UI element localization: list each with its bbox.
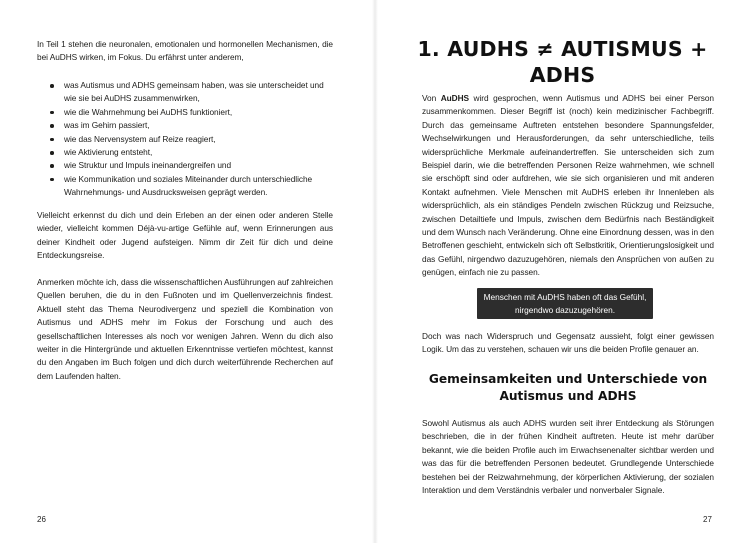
paragraph: Sowohl Autismus als auch ADHS wurden seit ihrer Entdeckung als Störungen beschrieben, die in der frühen Kindheit auftreten. Heute ist mehr darüber bekannt, wie die beiden Profile auch im Erwachsenenalter sichtbar werden und was das für die betreffenden Personen bedeutet. Grundlegende Unterschiede bestehen bei der Reizwahrnehmung, der körperlichen Aktivierung, der sozialen Interaktion und dem Verständnis verbaler und nonverbaler Signale.: [422, 418, 714, 496]
list-item: wie Struktur und Impuls ineinandergreifen und: [37, 159, 333, 172]
section-title-line: Gemeinsamkeiten und Unterschiede von: [428, 372, 708, 386]
callout-line: nirgendwo dazuzugehören.: [514, 304, 616, 315]
bullet-list: [37, 79, 333, 200]
list-item: wie Aktivierung entsteht,: [37, 146, 333, 159]
list-item: was im Gehirn passiert,: [37, 119, 333, 132]
list-item: wie das Nervensystem auf Reize reagiert,: [37, 133, 333, 146]
list-item: wie Kommunikation und soziales Miteinander durch unterschiedliche Wahrnehmungs- und Ausdrucksweisen geprägt werden.: [37, 173, 333, 200]
intro-paragraph: In Teil 1 stehen die neuronalen, emotionalen und hormonellen Mechanismen, die bei AuDHS wirken, im Fokus. Du erfährst unter anderem,: [37, 39, 333, 63]
paragraph-body: wird gesprochen, wenn Autismus und ADHS bei einer Person zusammenkommen. Dieser Begriff ist (noch) kein medizinischer Fachbegriff. Durch das gemeinsame Auftreten entstehen besondere Spannungsfelder, Wechselwirkungen und Herausforderungen, da sehr unterschiedliche, teils widersprüchliche Merkmale aufeinandertreffen. Sie unterscheiden sich zum Beispiel darin, wie die betreffenden Personen Reize wahrnehmen, wie schnell sie erschöpft sind oder aufdrehen, wie sie sich organisieren und mit anderen Kontakt aufnehmen. Viele Menschen mit AuDHS erleben ihr Innenleben als widersprüchlich, als ein ständiges Pendeln zwischen Rückzug und Reizsuche, zwischen Detailtiefe und Impuls, zwischen dem Bedürfnis nach Beständigkeit und dem Wunsch nach Veränderung. Ohne eine Einordnung dessen, was in den Betroffenen geschieht, entwickeln sich oft Selbstkritik, Orientierungslosigkeit und das Gefühl, nirgendwo dazuzugehören, niemals den Ansprüchen von außen zu genügen, einfach nie zu passen.: [422, 93, 714, 278]
section-title-line: Autismus und ADHS: [499, 388, 637, 403]
paragraph-prefix: Von: [422, 93, 441, 103]
right-page: [375, 0, 750, 543]
term-audhs: AuDHS: [440, 93, 470, 103]
paragraph: Anmerken möchte ich, dass die wissenschaftlichen Ausführungen auf zahlreichen Quellen beruhen, die du in den Fußnoten und im Quellenverzeichnis findest. Aktuell steht das Thema Neurodivergenz und speziell die Kombination von Autismus und ADHS mehr im Fokus der Forschung und auch des gesellschaftlichen Interesses als noch vor wenigen Jahren. Wenn du dich also weiter in die Hintergründe und aktuellen Erkenntnisse vertiefen möchtest, kannst du den Angaben im Buch folgen und dich durch weiterführende Recherchen auf dem Laufenden halten.: [37, 277, 333, 381]
paragraph: [422, 92, 714, 280]
paragraph: Doch was nach Widerspruch und Gegensatz aussieht, folgt einer gewissen Logik. Um das zu verstehen, schauen wir uns die beiden Profile genauer an.: [422, 331, 714, 355]
chapter-title-line: ADHS: [529, 63, 596, 87]
chapter-title-line: 1. AUDHS ≠ AUTISMUS +: [417, 37, 708, 61]
page-number: 27: [703, 515, 712, 524]
chapter-title: [397, 36, 728, 88]
callout-line: Menschen mit AuDHS haben oft das Gefühl,: [483, 292, 647, 302]
list-item: wie die Wahrnehmung bei AuDHS funktioniert,: [37, 106, 333, 119]
callout-box: [477, 288, 653, 319]
paragraph: Vielleicht erkennst du dich und dein Erleben an der einen oder anderen Stelle wieder, vielleicht kommen Déjà-vu-artige Gefühle auf, wenn Erinnerungen aus deiner Kindheit oder Jugend aufsteigen. Nimm dir Zeit für dich und deine Entdeckungsreise.: [37, 210, 333, 261]
page-number: 26: [37, 515, 46, 524]
list-item: was Autismus und ADHS gemeinsam haben, was sie unterscheidet und wie sie bei AuDHS zusammenwirken,: [37, 79, 333, 106]
section-title: [422, 371, 714, 404]
